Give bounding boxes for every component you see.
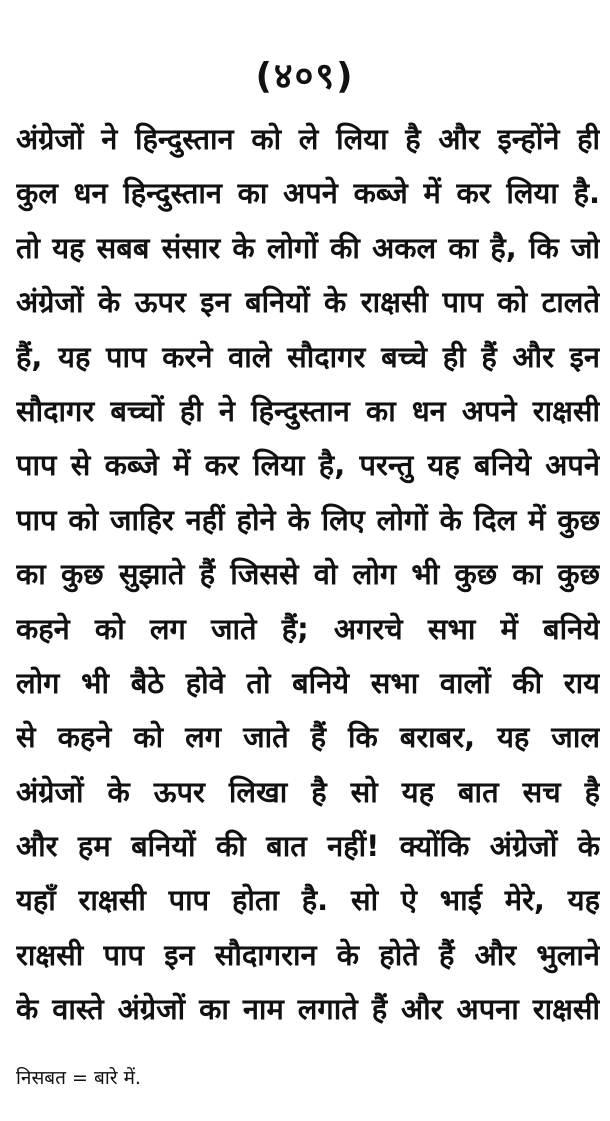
text-line: पाप को जाहिर नहीं होने के लिए लोगों के दिल में कुछ bbox=[16, 502, 600, 537]
text-line: लोग भी बैठे होवे तो बनिये सभा वालों की राय bbox=[16, 665, 600, 700]
text-line: और हम बनियों की बात नहीं! क्योंकि अंग्रेजों के bbox=[16, 829, 600, 864]
text-line: कुल धन हिन्दुस्तान का अपने कब्जे में कर लिया है. bbox=[16, 176, 600, 211]
text-line: सौदागर बच्चों ही ने हिन्दुस्तान का धन अपने राक्षसी bbox=[16, 393, 600, 428]
text-line: राक्षसी पाप इन सौदागरान के होते हैं और भुलाने bbox=[16, 937, 600, 972]
text-line: अंग्रेजों के ऊपर लिखा है सो यह बात सच है bbox=[16, 774, 600, 809]
text-line: हैं, यह पाप करने वाले सौदागर बच्चे ही हैं और इन bbox=[16, 339, 600, 374]
body-text bbox=[16, 112, 600, 1037]
text-line: के वास्ते अंग्रेजों का नाम लगाते हैं और अपना राक्षसी bbox=[16, 992, 600, 1027]
text-line: तो यह सबब संसार के लोगों की अकल का है, कि जो bbox=[16, 230, 600, 265]
footnote: निसबत = बारे में. bbox=[16, 1067, 141, 1089]
text-line: का कुछ सुझाते हैं जिससे वो लोग भी कुछ का कुछ bbox=[16, 557, 600, 592]
text-line: अंग्रेजों के ऊपर इन बनियों के राक्षसी पाप को टालते bbox=[16, 285, 600, 320]
text-line: कहने को लग जाते हैं; अगरचे सभा में बनिये bbox=[16, 611, 600, 646]
text-line: से कहने को लग जाते हैं कि बराबर, यह जाल bbox=[16, 720, 600, 755]
text-line: पाप से कब्जे में कर लिया है, परन्तु यह बनिये अपने bbox=[16, 448, 600, 483]
text-line: यहाँ राक्षसी पाप होता है. सो ऐ भाई मेरे, यह bbox=[16, 883, 600, 918]
text-line: अंग्रेजों ने हिन्दुस्तान को ले लिया है और इन्होंने ही bbox=[16, 122, 600, 156]
page-number: (४०९) bbox=[255, 56, 355, 97]
